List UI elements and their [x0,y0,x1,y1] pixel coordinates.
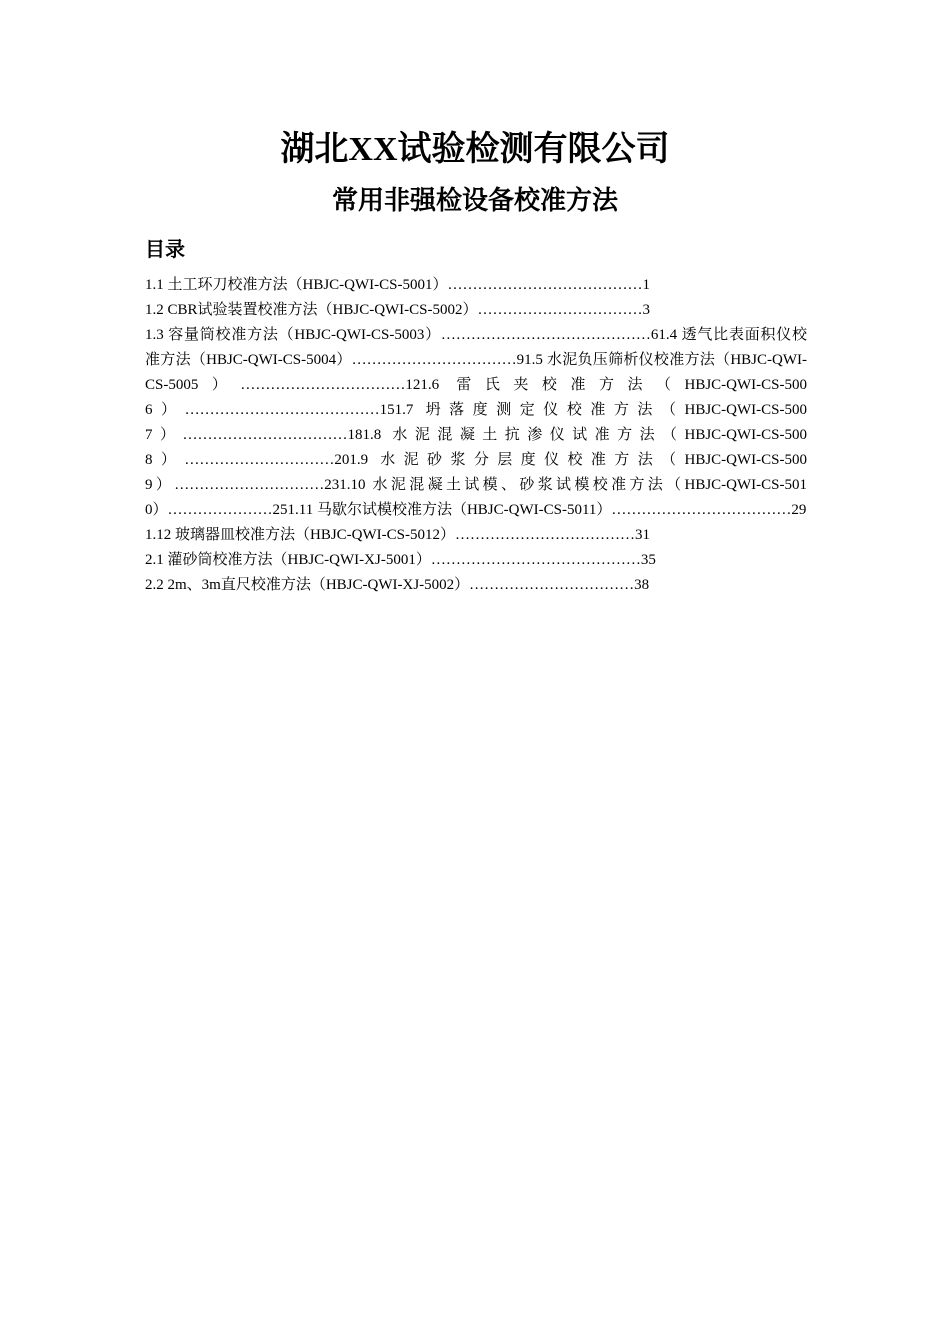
document-subtitle: 常用非强检设备校准方法 [331,186,618,215]
toc-entry[interactable]: 1.1 土工环刀校准方法（HBJC-QWI-CS-5001）…………………………………1 [145,277,650,293]
toc-entry[interactable]: 1.3 容量筒校准方法（HBJC-QWI-CS-5003）……………………………………61.4 透气比表面积仪校准方法（HBJC-QWI-CS-5004）……………………………91.5 水泥负压筛析仪校准方法（HBJC-QWI-CS-5005）……………………………121.6 雷氏夹校准方法（HBJC-QWI-CS-5006）…………………………………151.7 坍落度测定仪校准方法（HBJC-QWI-CS-5007）……………………………181.8 水泥混凝土抗渗仪试准方法（HBJC-QWI-CS-5008）…………………………201.9 水泥砂浆分层度仪校准方法（HBJC-QWI-CS-5009）…………………………231.10 水泥混凝土试模、砂浆试模校准方法（HBJC-QWI-CS-5010）…………………251.11 马歇尔试模校准方法（HBJC-QWI-CS-5011）………………………………29 [145,327,807,518]
document-title: 湖北XX试验检测有限公司 [280,131,670,168]
toc-entry[interactable]: 1.2 CBR试验装置校准方法（HBJC-QWI-CS-5002）……………………………3 [145,302,651,318]
toc-entry[interactable]: 2.2 2m、3m直尺校准方法（HBJC-QWI-XJ-5002）……………………………38 [145,577,650,593]
table-of-contents [145,273,807,598]
toc-entry[interactable]: 2.1 灌砂筒校准方法（HBJC-QWI-XJ-5001）……………………………………35 [145,552,656,568]
toc-entry[interactable]: 1.12 玻璃器皿校准方法（HBJC-QWI-CS-5012）………………………………31 [145,527,650,543]
toc-heading: 目录 [145,239,185,261]
